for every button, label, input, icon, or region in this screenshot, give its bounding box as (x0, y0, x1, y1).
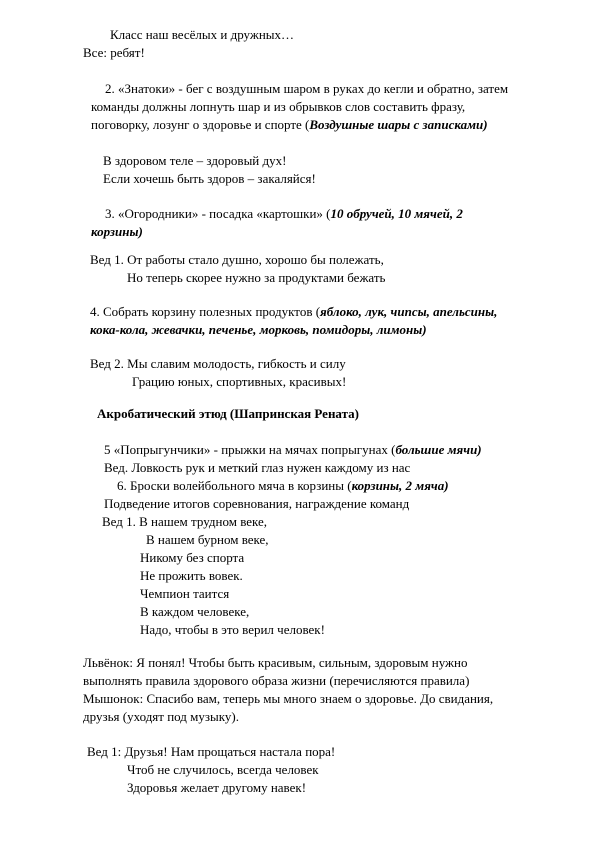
text-line: Надо, чтобы в это верил человек! (140, 622, 325, 637)
text-line: Вед 2. Мы славим молодость, гибкость и силу (90, 356, 346, 371)
text-line (90, 321, 427, 338)
text-line: Класс наш весёлых и дружных… (110, 27, 295, 42)
props-note: Воздушные шары с записками) (309, 117, 488, 132)
text-line: В каждом человеке, (140, 604, 250, 619)
text-line: Вед. Ловкость рук и меткий глаз нужен каждому из нас (104, 460, 411, 475)
text-line: выполнять правила здорового образа жизни (перечисляются правила) (83, 673, 470, 688)
text-line: Грацию юных, спортивных, красивых! (132, 374, 347, 389)
text-line: Чемпион таится (140, 586, 230, 601)
text-line: Чтоб не случилось, всегда человек (127, 762, 319, 777)
text-line (90, 303, 497, 320)
text-span: 5 «Попрыгунчики» - прыжки на мячах попрыгунах ( (104, 442, 396, 457)
text-line: В нашем бурном веке, (146, 532, 269, 547)
text-line (104, 441, 482, 458)
text-line: Вед 1. В нашем трудном веке, (102, 514, 268, 529)
text-line: Все: ребят! (83, 45, 145, 60)
text-line: Если хочешь быть здоров – закаляйся! (103, 171, 316, 186)
props-note: большие мячи) (395, 442, 482, 457)
text-line (117, 477, 449, 494)
text-line (105, 205, 463, 222)
text-line: Вед 1: Друзья! Нам прощаться настала пора! (87, 744, 336, 759)
text-line: Но теперь скорее нужно за продуктами бежать (127, 270, 386, 285)
props-note: 10 обручей, 10 мячей, 2 (330, 206, 463, 221)
text-line: друзья (уходят под музыку). (83, 709, 239, 724)
props-note: корзины, 2 мяча) (351, 478, 449, 493)
text-line (91, 116, 488, 133)
text-span: 3. «Огородники» - посадка «картошки» ( (105, 206, 331, 221)
text-span: 6. Броски волейбольного мяча в корзины ( (117, 478, 352, 493)
text-line (91, 223, 143, 240)
text-line: В здоровом теле – здоровый дух! (103, 153, 287, 168)
text-line: команды должны лопнуть шар и из обрывков слов составить фразу, (91, 99, 466, 114)
text-line: Мышонок: Спасибо вам, теперь мы много знаем о здоровье. До свидания, (83, 691, 494, 706)
text-line: Не прожить вовек. (140, 568, 243, 583)
text-line: 2. «Знатоки» - бег с воздушным шаром в руках до кегли и обратно, затем (105, 81, 509, 96)
text-span: 4. Собрать корзину полезных продуктов ( (90, 304, 321, 319)
text-line: Вед 1. От работы стало душно, хорошо бы полежать, (90, 252, 384, 267)
text-line: Никому без спорта (140, 550, 245, 565)
text-line: Львёнок: Я понял! Чтобы быть красивым, сильным, здоровым нужно (83, 655, 468, 670)
props-note: корзины) (91, 224, 143, 239)
text-line: Здоровья желает другому навек! (127, 780, 307, 795)
text-line: Подведение итогов соревнования, награждение команд (104, 496, 410, 511)
section-heading: Акробатический этюд (Шапринская Рената) (97, 406, 359, 421)
props-note: яблоко, лук, чипсы, апельсины, (320, 304, 498, 319)
text-span: поговорку, лозунг о здоровье и спорте ( (91, 117, 310, 132)
props-note: кока-кола, жевачки, печенье, морковь, помидоры, лимоны) (90, 322, 427, 337)
